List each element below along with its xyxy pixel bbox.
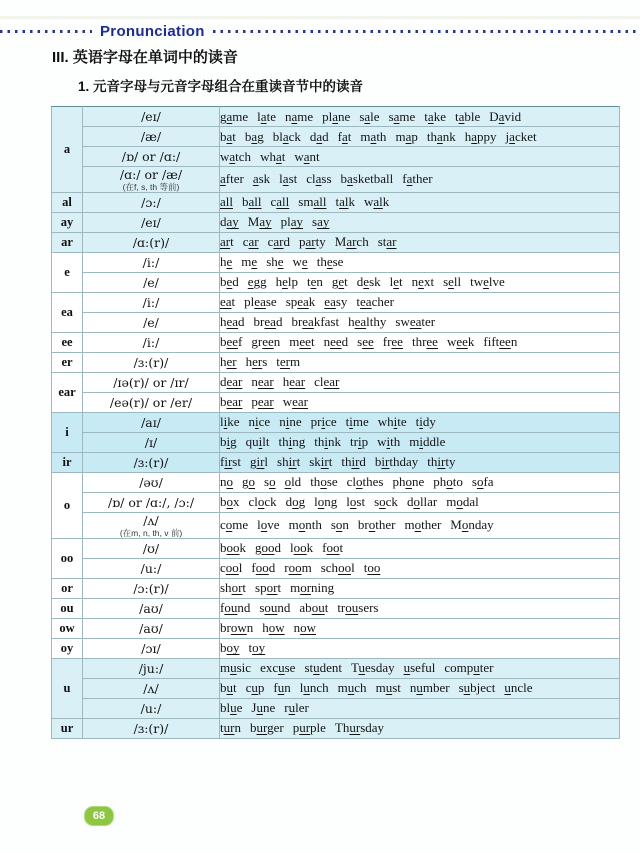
table-row bbox=[52, 212, 620, 232]
phoneme-cell: /æ/ bbox=[83, 127, 220, 147]
table-row bbox=[52, 698, 620, 718]
table-row bbox=[52, 598, 620, 618]
table-row bbox=[52, 312, 620, 332]
phoneme-cell: /aʊ/ bbox=[83, 598, 220, 618]
letter-cell: ur bbox=[52, 718, 83, 738]
dotted-rule-left bbox=[0, 30, 92, 33]
table-row bbox=[52, 678, 620, 698]
letter-cell: ow bbox=[52, 618, 83, 638]
example-words-cell: big quilt thing think trip with middle bbox=[220, 432, 620, 452]
phoneme-cell: /ʌ/ bbox=[83, 678, 220, 698]
phoneme-cell: /ɒ/ or /ɑ:/, /ɔ:/ bbox=[83, 492, 220, 512]
example-words-cell: but cup fun lunch much must number subject uncle bbox=[220, 678, 620, 698]
letter-cell: al bbox=[52, 192, 83, 212]
letter-cell: er bbox=[52, 352, 83, 372]
table-row bbox=[52, 658, 620, 678]
phoneme-cell: /eə(r)/ or /er/ bbox=[83, 392, 220, 412]
example-words-cell: brown how now bbox=[220, 618, 620, 638]
table-row bbox=[52, 578, 620, 598]
phoneme-cell: /ɔ:(r)/ bbox=[83, 578, 220, 598]
section-header bbox=[0, 22, 640, 40]
phoneme-cell: /ɑ:(r)/ bbox=[83, 232, 220, 252]
example-words-cell: short sport morning bbox=[220, 578, 620, 598]
example-words-cell: he me she we these bbox=[220, 252, 620, 272]
phoneme-cell: /ju:/ bbox=[83, 658, 220, 678]
dotted-rule-right bbox=[213, 30, 640, 33]
letter-cell: or bbox=[52, 578, 83, 598]
phoneme-cell: /ɑ:/ or /æ/ (在f, s, th 等前) bbox=[83, 167, 220, 193]
example-words-cell: box clock dog long lost sock dollar modal bbox=[220, 492, 620, 512]
example-words-cell: book good look foot bbox=[220, 538, 620, 558]
phoneme-cell: /ɒ/ or /ɑ:/ bbox=[83, 147, 220, 167]
letter-cell: ea bbox=[52, 292, 83, 332]
phoneme-cell: /u:/ bbox=[83, 698, 220, 718]
example-words-cell: day May play say bbox=[220, 212, 620, 232]
phoneme-cell: /ɔ:/ bbox=[83, 192, 220, 212]
example-words-cell: turn burger purple Thursday bbox=[220, 718, 620, 738]
letter-cell: ir bbox=[52, 452, 83, 472]
phoneme-cell: /əʊ/ bbox=[83, 472, 220, 492]
phoneme-cell: /ɪ/ bbox=[83, 432, 220, 452]
example-words-cell: eat please speak easy teacher bbox=[220, 292, 620, 312]
table-row bbox=[52, 232, 620, 252]
table-row bbox=[52, 392, 620, 412]
phoneme-cell: /i:/ bbox=[83, 292, 220, 312]
table-row bbox=[52, 147, 620, 167]
table-row bbox=[52, 558, 620, 578]
page-subtitle: 1. 元音字母与元音字母组合在重读音节中的读音 bbox=[78, 79, 364, 94]
table-row bbox=[52, 718, 620, 738]
example-words-cell: no go so old those clothes phone photo sofa bbox=[220, 472, 620, 492]
table-row bbox=[52, 127, 620, 147]
page-title: III. 英语字母在单词中的读音 bbox=[52, 49, 238, 66]
table-row bbox=[52, 432, 620, 452]
table-row bbox=[52, 332, 620, 352]
example-words-cell: like nice nine price time white tidy bbox=[220, 412, 620, 432]
example-words-cell: bat bag black dad fat math map thank happy jacket bbox=[220, 127, 620, 147]
example-words-cell: after ask last class basketball father bbox=[220, 167, 620, 193]
table-row bbox=[52, 272, 620, 292]
letter-cell: u bbox=[52, 658, 83, 718]
table-row bbox=[52, 412, 620, 432]
letter-cell: i bbox=[52, 412, 83, 452]
example-words-cell: bear pear wear bbox=[220, 392, 620, 412]
table-row bbox=[52, 167, 620, 193]
table-row bbox=[52, 538, 620, 558]
phoneme-cell: /u:/ bbox=[83, 558, 220, 578]
example-words-cell: art car card party March star bbox=[220, 232, 620, 252]
phoneme-cell: /i:/ bbox=[83, 332, 220, 352]
page-number-badge: 68 bbox=[84, 806, 114, 826]
letter-cell: ar bbox=[52, 232, 83, 252]
phoneme-cell: /e/ bbox=[83, 272, 220, 292]
example-words-cell: found sound about trousers bbox=[220, 598, 620, 618]
letter-cell: a bbox=[52, 107, 83, 193]
phoneme-cell: /ɜ:(r)/ bbox=[83, 452, 220, 472]
example-words-cell: dear near hear clear bbox=[220, 372, 620, 392]
table-row bbox=[52, 352, 620, 372]
example-words-cell: watch what want bbox=[220, 147, 620, 167]
phoneme-cell: /i:/ bbox=[83, 252, 220, 272]
table-row bbox=[52, 292, 620, 312]
example-words-cell: her hers term bbox=[220, 352, 620, 372]
phoneme-cell: /e/ bbox=[83, 312, 220, 332]
phoneme-cell: /ɜ:(r)/ bbox=[83, 352, 220, 372]
phoneme-cell: /aɪ/ bbox=[83, 412, 220, 432]
table-row bbox=[52, 618, 620, 638]
example-words-cell: boy toy bbox=[220, 638, 620, 658]
phoneme-cell: /eɪ/ bbox=[83, 107, 220, 127]
table-row bbox=[52, 472, 620, 492]
phoneme-cell: /eɪ/ bbox=[83, 212, 220, 232]
table-row bbox=[52, 252, 620, 272]
pronunciation-table bbox=[51, 106, 620, 739]
letter-cell: ee bbox=[52, 332, 83, 352]
phoneme-cell: /ʊ/ bbox=[83, 538, 220, 558]
example-words-cell: all ball call small talk walk bbox=[220, 192, 620, 212]
letter-cell: oy bbox=[52, 638, 83, 658]
letter-cell: ear bbox=[52, 372, 83, 412]
page-top-rule bbox=[0, 16, 640, 19]
letter-cell: ou bbox=[52, 598, 83, 618]
example-words-cell: first girl shirt skirt third birthday thirty bbox=[220, 452, 620, 472]
table-row bbox=[52, 638, 620, 658]
table-row bbox=[52, 107, 620, 127]
phoneme-cell: /ɜ:(r)/ bbox=[83, 718, 220, 738]
example-words-cell: game late name plane sale same take table David bbox=[220, 107, 620, 127]
pronunciation-table-body bbox=[52, 107, 620, 739]
example-words-cell: cool food room school too bbox=[220, 558, 620, 578]
phoneme-cell: /aʊ/ bbox=[83, 618, 220, 638]
example-words-cell: beef green meet need see free three week fifteen bbox=[220, 332, 620, 352]
example-words-cell: come love month son brother mother Monday bbox=[220, 512, 620, 538]
example-words-cell: blue June ruler bbox=[220, 698, 620, 718]
table-row bbox=[52, 512, 620, 538]
table-row bbox=[52, 492, 620, 512]
letter-cell: o bbox=[52, 472, 83, 538]
phoneme-cell: /ʌ/ (在m, n, th, v 前) bbox=[83, 512, 220, 538]
example-words-cell: head bread breakfast healthy sweater bbox=[220, 312, 620, 332]
table-row bbox=[52, 372, 620, 392]
phoneme-cell: /ɪə(r)/ or /ɪr/ bbox=[83, 372, 220, 392]
letter-cell: ay bbox=[52, 212, 83, 232]
letter-cell: oo bbox=[52, 538, 83, 578]
table-row bbox=[52, 452, 620, 472]
example-words-cell: music excuse student Tuesday useful computer bbox=[220, 658, 620, 678]
example-words-cell: bed egg help ten get desk let next sell twelve bbox=[220, 272, 620, 292]
letter-cell: e bbox=[52, 252, 83, 292]
section-header-title: Pronunciation bbox=[100, 22, 205, 40]
phoneme-cell: /ɔɪ/ bbox=[83, 638, 220, 658]
table-row bbox=[52, 192, 620, 212]
